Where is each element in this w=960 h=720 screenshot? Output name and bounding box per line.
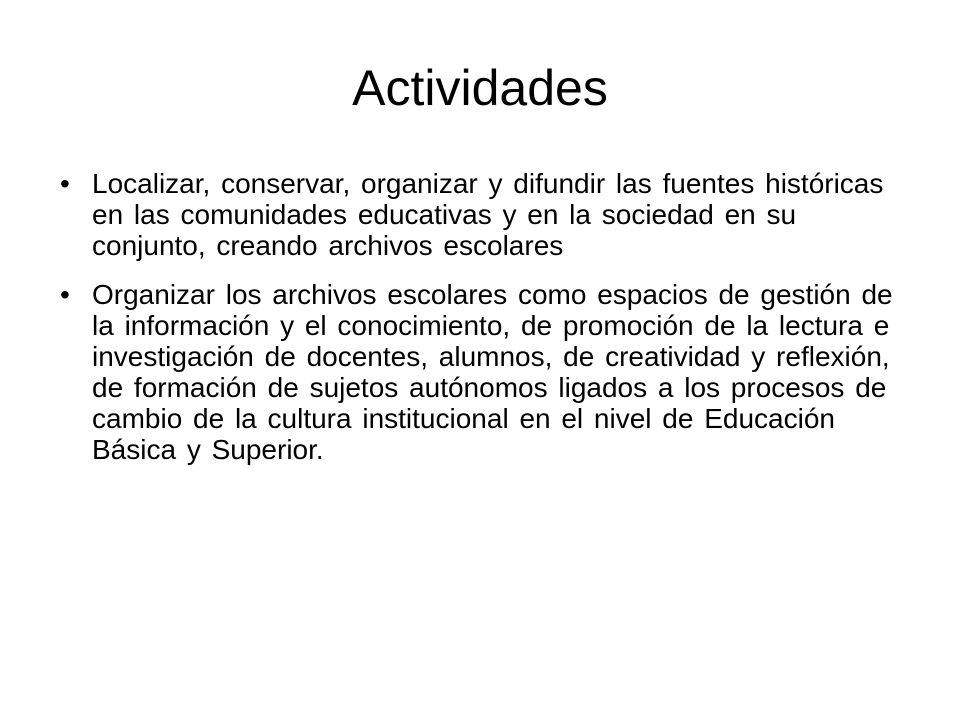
bullet-item-1 (56, 168, 906, 261)
bullet-text: Localizar, conservar, organizar y difundir las fuentes históricas en las comunidades educativas y en la sociedad en su conjunto, creando archivos escolares (92, 168, 884, 261)
bullet-dot-icon: • (60, 279, 70, 310)
bullet-item-2 (56, 279, 906, 465)
bullet-dot-icon: • (60, 168, 70, 199)
slide-title: Actividades (352, 60, 608, 116)
bullet-list (56, 168, 906, 483)
bullet-text: Organizar los archivos escolares como espacios de gestión de la información y el conocimiento, de promoción de la lectura e investigación de docentes, alumnos, de creatividad y reflexión, de formación de sujetos autónomos ligados a los procesos de cambio de la cultura institucional en el nivel de Educación Básica y Superior. (92, 279, 893, 465)
